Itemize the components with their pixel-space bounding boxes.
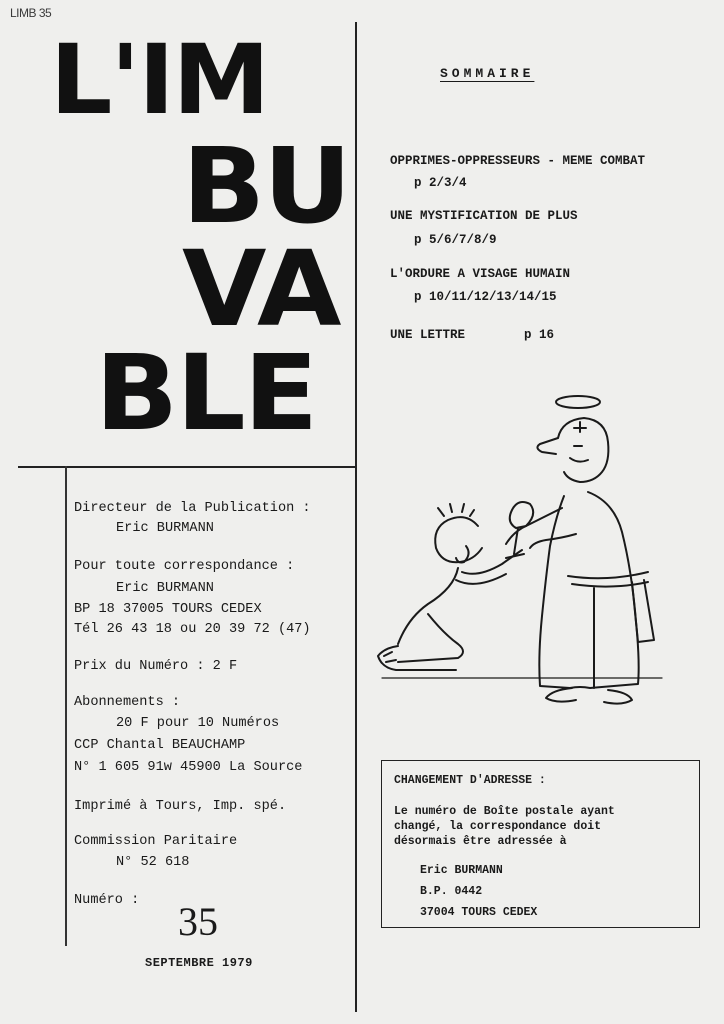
archive-mark: LIMB 35 xyxy=(10,6,52,20)
masthead-line-4: BLE xyxy=(95,332,317,454)
masthead-line-3: VA xyxy=(182,228,340,350)
address-change-name: Eric BURMANN xyxy=(420,864,503,877)
postal-address: BP 18 37005 TOURS CEDEX xyxy=(74,602,262,617)
issue-number: 35 xyxy=(178,899,218,944)
issue-label: Numéro : xyxy=(74,893,140,908)
address-change-body-1: Le numéro de Boîte postale ayant xyxy=(394,805,615,818)
toc-item-4-pages: p 16 xyxy=(524,328,555,342)
toc-item-3-title: L'ORDURE A VISAGE HUMAIN xyxy=(390,267,571,281)
commission-label: Commission Paritaire xyxy=(74,834,238,849)
cartoon-illustration xyxy=(362,388,702,708)
ccp-number: N° 1 605 91w 45900 La Source xyxy=(74,760,303,775)
correspondence-label: Pour toute correspondance : xyxy=(74,559,295,574)
commission-number: N° 52 618 xyxy=(116,855,190,870)
director-name: Eric BURMANN xyxy=(116,521,214,536)
center-divider xyxy=(355,22,357,1012)
toc-item-2-pages: p 5/6/7/8/9 xyxy=(414,233,497,247)
address-change-body-3: désormais être adressée à xyxy=(394,835,567,848)
toc-item-4-title: UNE LETTRE xyxy=(390,328,466,342)
issue-date: SEPTEMBRE 1979 xyxy=(145,956,253,970)
kneeling-figure xyxy=(435,517,482,562)
toc-item-3-pages: p 10/11/12/13/14/15 xyxy=(414,290,557,304)
address-change-title: CHANGEMENT D'ADRESSE : xyxy=(394,774,546,787)
printer-info: Imprimé à Tours, Imp. spé. xyxy=(74,799,287,814)
sommaire-title: SOMMAIRE xyxy=(440,66,535,81)
halo-icon xyxy=(556,396,600,408)
priest-robe xyxy=(539,492,638,688)
correspondence-name: Eric BURMANN xyxy=(116,581,214,596)
subscriptions-value: 20 F pour 10 Numéros xyxy=(116,716,280,731)
masthead-divider xyxy=(18,466,356,468)
toc-item-1-pages: p 2/3/4 xyxy=(414,176,467,190)
toc-item-1-title: OPPRIMES-OPPRESSEURS - MEME COMBAT xyxy=(390,154,646,168)
masthead-line-1: L'IM xyxy=(50,24,269,136)
phone-numbers: Tél 26 43 18 ou 20 39 72 (47) xyxy=(74,622,311,637)
address-change-bp: B.P. 0442 xyxy=(420,885,483,898)
toc-item-2-title: UNE MYSTIFICATION DE PLUS xyxy=(390,209,578,223)
left-margin-rule xyxy=(65,466,67,946)
masthead-line-2: BU xyxy=(182,125,350,247)
ccp-account: CCP Chantal BEAUCHAMP xyxy=(74,738,246,753)
director-label: Directeur de la Publication : xyxy=(74,501,311,516)
address-change-body-2: changé, la correspondance doit xyxy=(394,820,602,833)
subscriptions-label: Abonnements : xyxy=(74,695,181,710)
issue-price: Prix du Numéro : 2 F xyxy=(74,659,238,674)
address-change-city: 37004 TOURS CEDEX xyxy=(420,906,538,919)
